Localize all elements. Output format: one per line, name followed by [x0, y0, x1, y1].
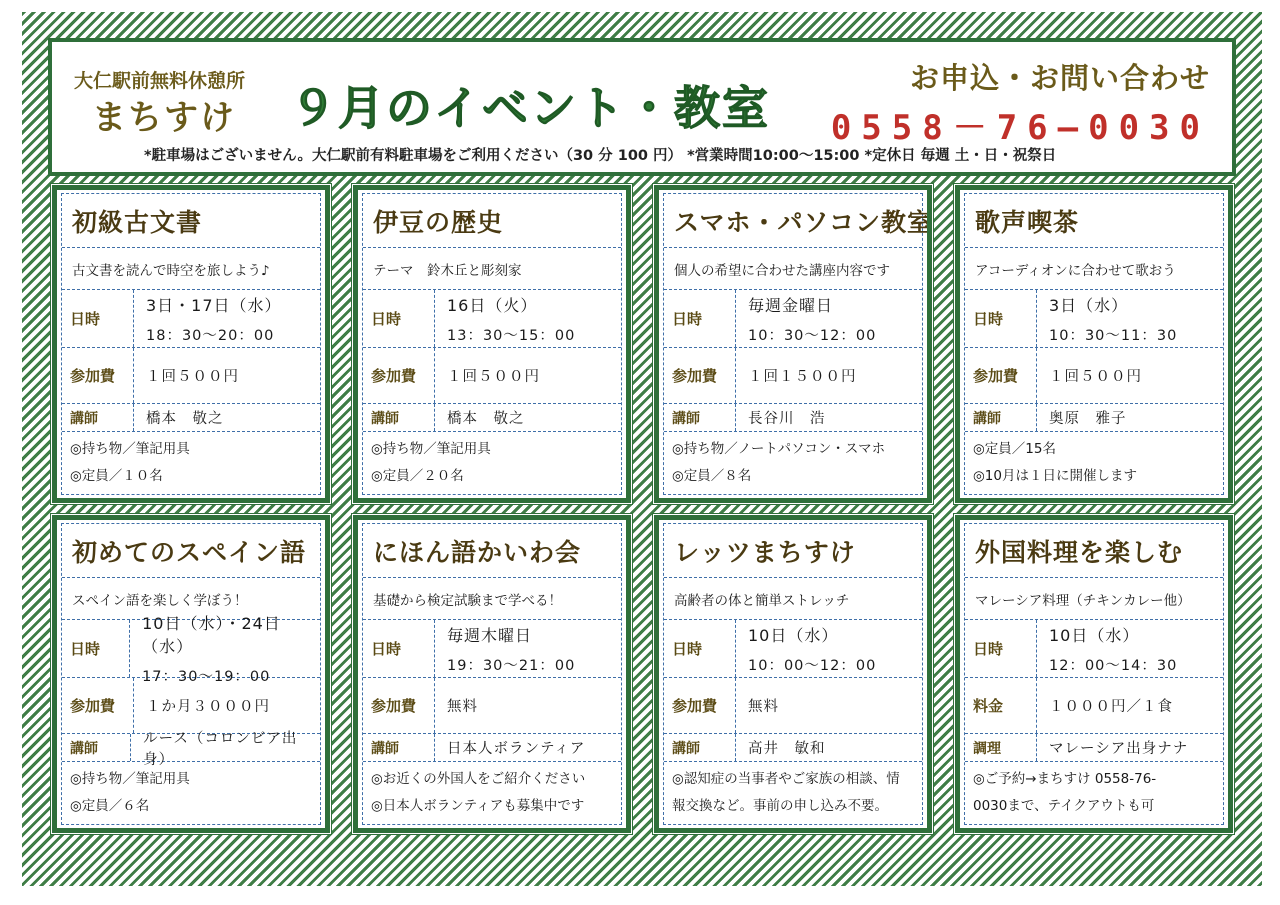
fee-value: 無料: [447, 699, 478, 715]
note-line: ◎定員／１０名: [70, 468, 163, 484]
note-line: ◎認知症の当事者やご家族の相談、情: [672, 771, 900, 787]
note-line: ◎定員／８名: [672, 468, 752, 484]
notes: [363, 762, 621, 824]
date-row: [664, 620, 922, 678]
card-title: 初めてのスペイン語: [62, 524, 320, 578]
lecturer-row: [965, 734, 1223, 762]
card-title: 伊豆の歴史: [363, 194, 621, 248]
date-days: 3日（水）: [1049, 295, 1129, 315]
date-time: 17：30～19：00: [142, 669, 271, 685]
fee-label: 参加費: [363, 348, 435, 403]
event-card-lets-machisuke: [652, 513, 934, 835]
date-row: [965, 290, 1223, 348]
date-row: [62, 614, 320, 685]
lecturer-row: [965, 404, 1223, 432]
date-days: 毎週木曜日: [447, 625, 533, 645]
fee-label: 料金: [965, 678, 1037, 733]
lecturer-value: ルース（コロンビア出身）: [143, 730, 298, 768]
notes: [664, 762, 922, 824]
date-time: 13：30～15：00: [447, 327, 576, 344]
fee-label: 参加費: [62, 678, 134, 733]
fee-value: １回５００円: [146, 369, 239, 385]
note-line: ◎持ち物／筆記用具: [371, 441, 491, 457]
org-logo-text: まちすけ: [92, 98, 236, 138]
date-row: [363, 290, 621, 348]
date-time: 19：30～21：00: [447, 657, 576, 674]
date-time: 12：00～14：30: [1049, 657, 1178, 674]
note-line: ◎ご予約→まちすけ 0558-76-: [973, 771, 1157, 787]
contact-phone: 0558－76―0030: [830, 108, 1210, 148]
card-description: アコーディオンに合わせて歌おう: [965, 248, 1223, 290]
notes: [363, 432, 621, 494]
page-title: ９月のイベント・教室: [290, 81, 770, 135]
fee-label: 参加費: [363, 678, 435, 733]
card-title: 外国料理を楽しむ: [965, 524, 1223, 578]
date-label: 日時: [664, 620, 736, 677]
lecturer-value: マレーシア出身ナナ: [1049, 741, 1189, 757]
fee-value: 無料: [748, 699, 779, 715]
date-days: 10日（水）: [1049, 625, 1140, 645]
fee-row: [664, 348, 922, 404]
card-title: 歌声喫茶: [965, 194, 1223, 248]
date-row: [664, 290, 922, 348]
header-panel: [48, 38, 1236, 176]
lecturer-label: 講師: [965, 404, 1037, 431]
fee-label: 参加費: [62, 348, 134, 403]
card-description: スペイン語を楽しく学ぼう！: [62, 578, 320, 620]
fee-value: １回１５００円: [748, 369, 857, 385]
note-line: ◎10月は１日に開催します: [973, 468, 1137, 484]
event-card-japanese-conversation: [351, 513, 633, 835]
fee-label: 参加費: [664, 348, 736, 403]
notes: [664, 432, 922, 494]
lecturer-value: 長谷川 浩: [748, 411, 826, 427]
date-label: 日時: [363, 290, 435, 347]
note-line: ◎お近くの外国人をご紹介ください: [371, 771, 586, 787]
lecturer-label: 講師: [363, 734, 435, 761]
notes: [62, 762, 320, 824]
date-row: [363, 620, 621, 678]
date-time: 10：30～12：00: [748, 327, 877, 344]
fee-row: [363, 678, 621, 734]
notes: [965, 762, 1223, 824]
card-title: レッツまちすけ: [664, 524, 922, 578]
lecturer-row: [62, 730, 320, 768]
card-description: 基礎から検定試験まで学べる！: [363, 578, 621, 620]
lecturer-label: 講師: [62, 404, 134, 431]
lecturer-value: 橋本 敬之: [146, 411, 224, 427]
card-title: 初級古文書: [62, 194, 320, 248]
note-line: ◎持ち物／筆記用具: [70, 441, 190, 457]
header-note: *駐車場はございません。大仁駅前有料駐車場をご利用ください（30 分 100 円） *営業時間10:00～15:00 *定休日 毎週 土・日・祝祭日: [144, 148, 1057, 164]
date-days: 3日・17日（水）: [146, 295, 282, 315]
fee-row: [664, 678, 922, 734]
fee-row: [965, 348, 1223, 404]
date-label: 日時: [363, 620, 435, 677]
lecturer-value: 高井 敏和: [748, 741, 826, 757]
card-description: 個人の希望に合わせた講座内容です: [664, 248, 922, 290]
date-label: 日時: [664, 290, 736, 347]
lecturer-row: [62, 404, 320, 432]
date-label: 日時: [965, 290, 1037, 347]
date-days: 16日（火）: [447, 295, 538, 315]
note-line: 報交換など。事前の申し込み不要。: [672, 798, 888, 814]
fee-value: １か月３０００円: [146, 699, 270, 715]
note-line: ◎定員／６名: [70, 798, 150, 814]
note-line: ◎日本人ボランティアも募集中です: [371, 798, 585, 814]
lecturer-label: 調理: [965, 734, 1037, 761]
date-label: 日時: [62, 290, 134, 347]
fee-row: [363, 348, 621, 404]
notes: [965, 432, 1223, 494]
card-title: にほん語かいわ会: [363, 524, 621, 578]
date-row: [965, 620, 1223, 678]
lecturer-value: 奥原 雅子: [1049, 411, 1127, 427]
fee-row: [965, 678, 1223, 734]
event-card-foreign-cuisine: [953, 513, 1235, 835]
notes: [62, 432, 320, 494]
lecturer-label: 講師: [664, 734, 736, 761]
card-description: テーマ 鈴木丘と彫刻家: [363, 248, 621, 290]
fee-label: 参加費: [965, 348, 1037, 403]
event-card-smartphone-pc: [652, 183, 934, 505]
lecturer-row: [664, 404, 922, 432]
event-card-izu-history: [351, 183, 633, 505]
fee-value: １回５００円: [447, 369, 540, 385]
lecturer-row: [363, 404, 621, 432]
fee-value: １回５００円: [1049, 369, 1142, 385]
contact-label: お申込・お問い合わせ: [909, 61, 1210, 95]
date-days: 毎週金曜日: [748, 295, 834, 315]
org-name: 大仁駅前無料休憩所: [74, 70, 246, 92]
card-description: 高齢者の体と簡単ストレッチ: [664, 578, 922, 620]
fee-row: [62, 348, 320, 404]
date-time: 10：00～12：00: [748, 657, 877, 674]
date-days: 10日（水）・24日（水）: [142, 614, 281, 656]
event-card-singing-cafe: [953, 183, 1235, 505]
card-title: スマホ・パソコン教室: [664, 194, 922, 248]
date-time: 18：30～20：00: [146, 327, 275, 344]
note-line: ◎定員／15名: [973, 441, 1056, 457]
date-row: [62, 290, 320, 348]
note-line: ◎持ち物／ノートパソコン・スマホ: [672, 441, 886, 457]
event-card-spanish: [50, 513, 332, 835]
note-line: ◎定員／２０名: [371, 468, 464, 484]
fee-label: 参加費: [664, 678, 736, 733]
card-description: マレーシア料理（チキンカレー他）: [965, 578, 1223, 620]
event-card-kobunsho: [50, 183, 332, 505]
card-description: 古文書を読んで時空を旅しよう♪: [62, 248, 320, 290]
lecturer-row: [363, 734, 621, 762]
fee-value: １０００円／１食: [1049, 699, 1173, 715]
date-label: 日時: [62, 620, 130, 677]
lecturer-label: 講師: [664, 404, 736, 431]
date-time: 10：30～11：30: [1049, 327, 1178, 344]
lecturer-value: 日本人ボランティア: [447, 741, 586, 757]
note-line: 0030まで、テイクアウトも可: [973, 798, 1155, 814]
lecturer-value: 橋本 敬之: [447, 411, 525, 427]
date-days: 10日（水）: [748, 625, 839, 645]
note-line: ◎持ち物／筆記用具: [70, 771, 190, 787]
lecturer-label: 講師: [62, 734, 131, 761]
lecturer-label: 講師: [363, 404, 435, 431]
lecturer-row: [664, 734, 922, 762]
date-label: 日時: [965, 620, 1037, 677]
